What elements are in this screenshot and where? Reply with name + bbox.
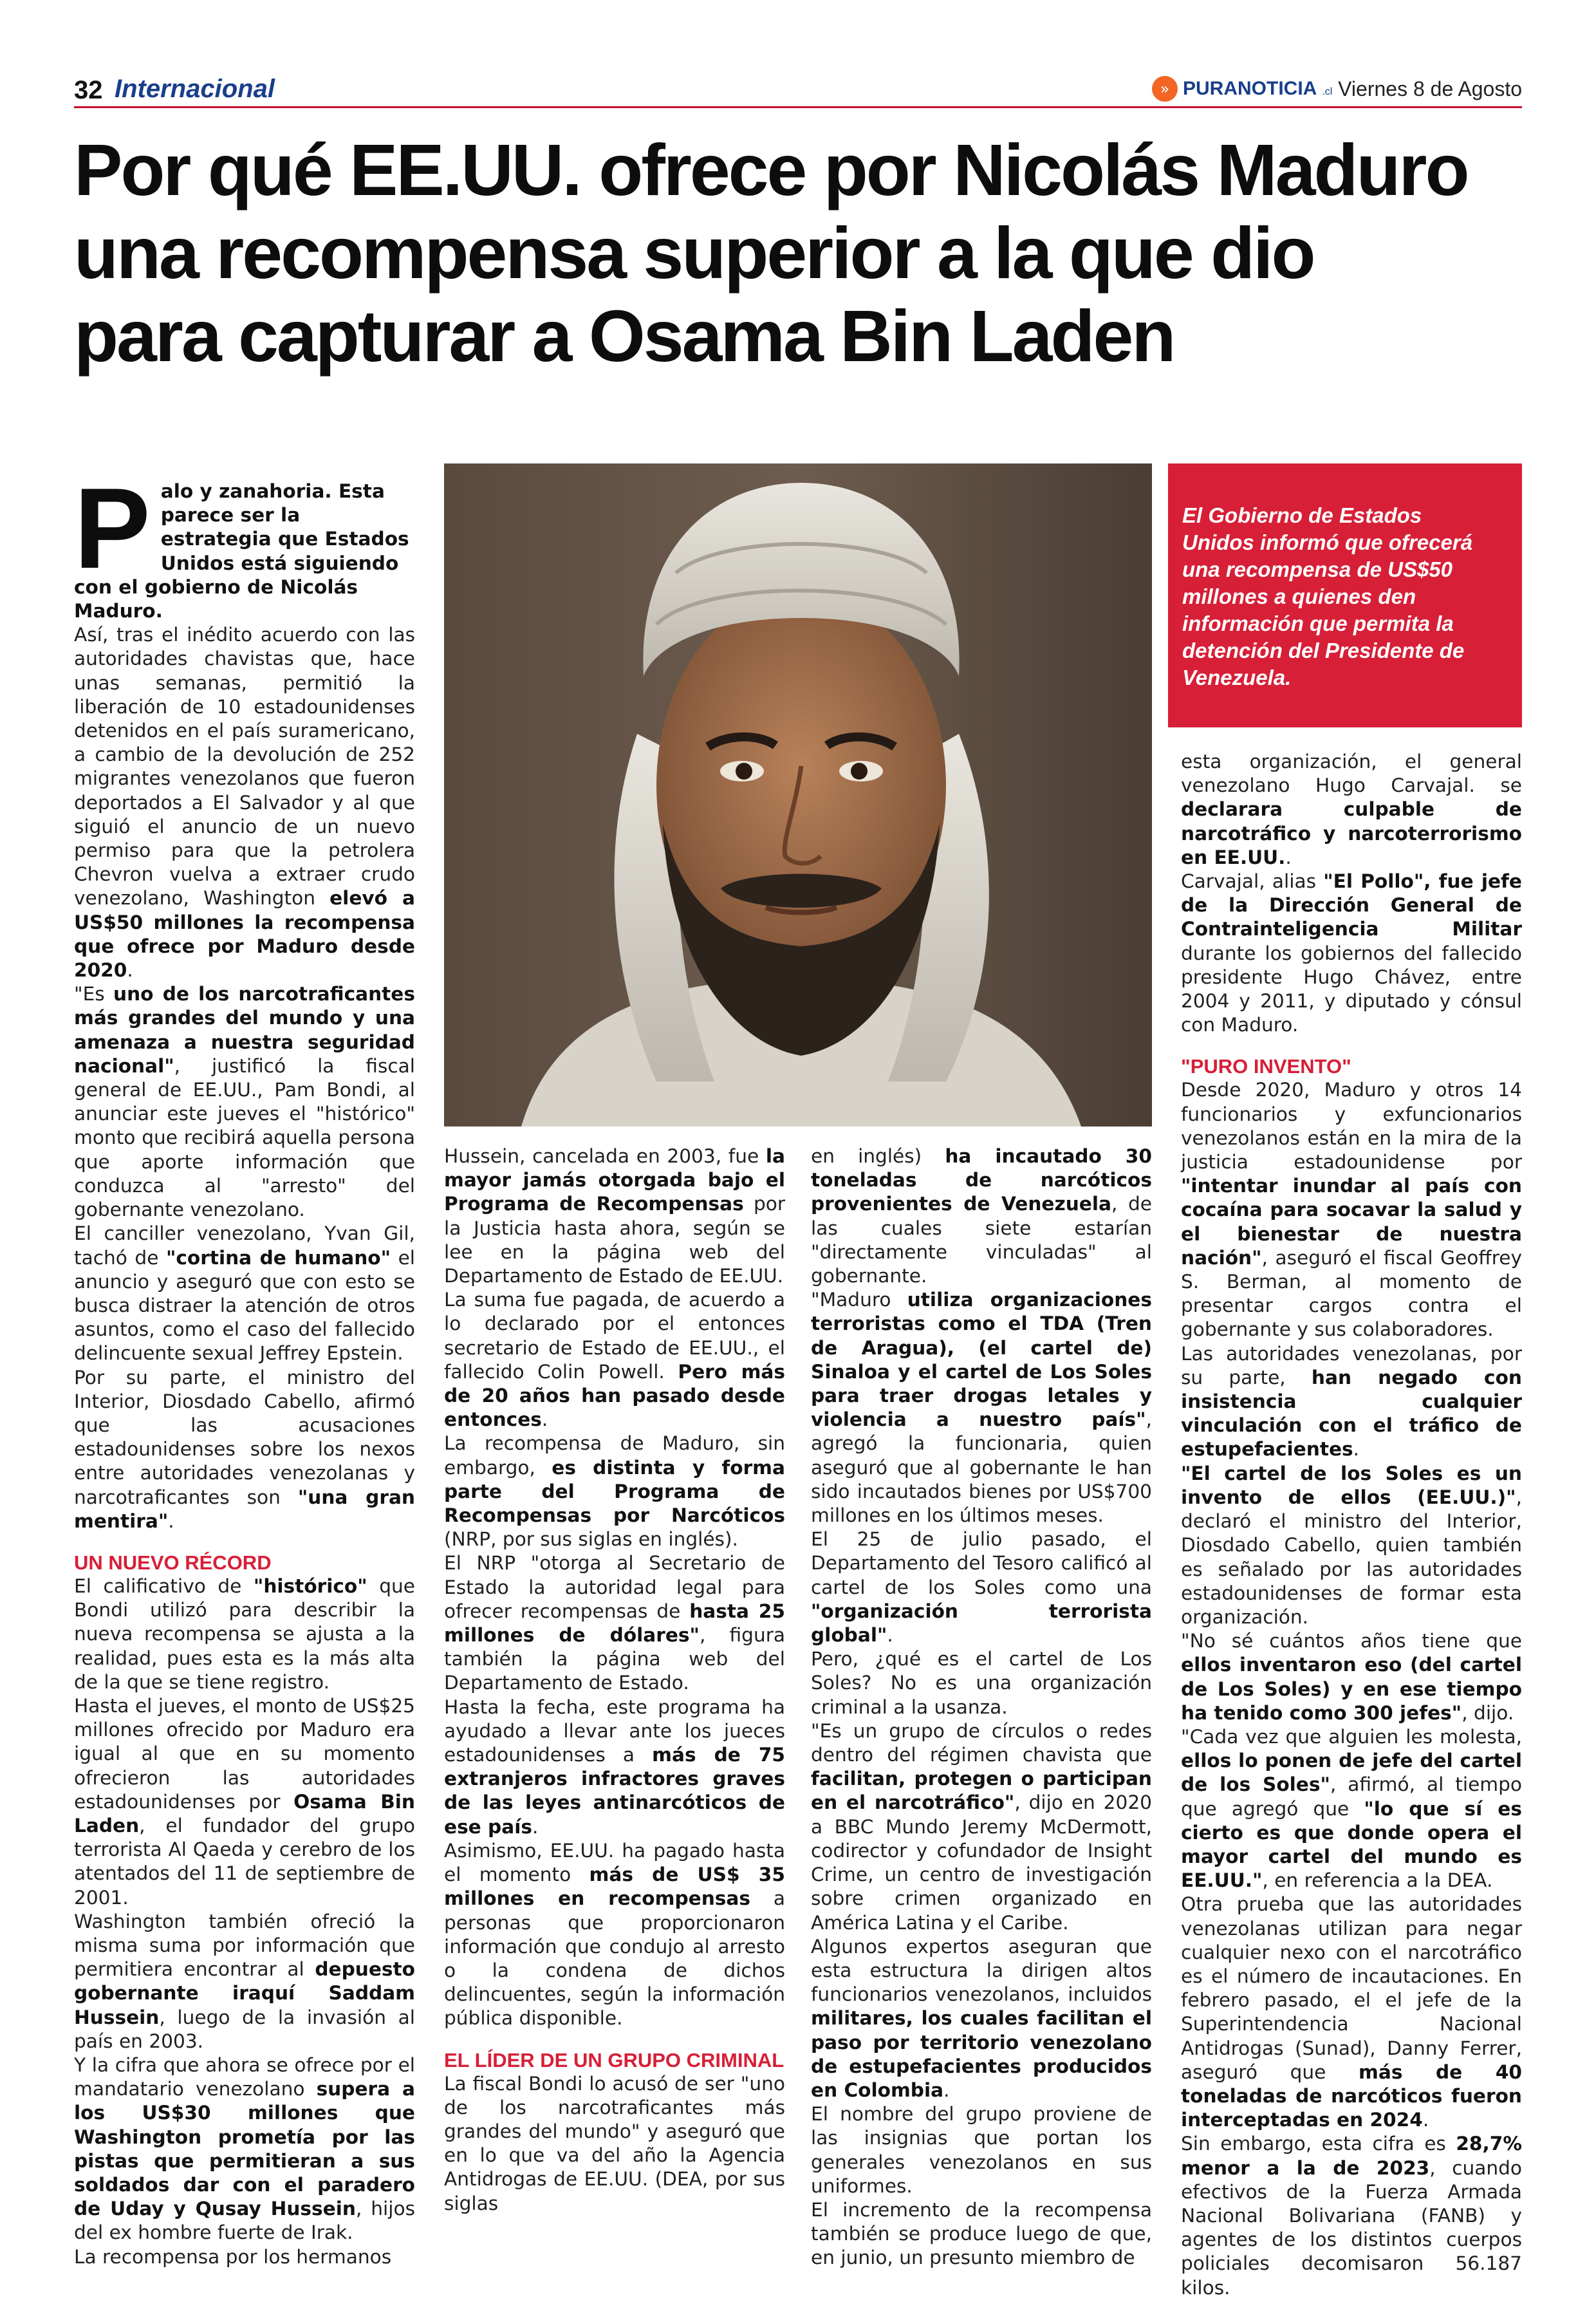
emphasis-text: "El Pollo", fue jefe de la Dirección General de Contrainteligencia Militar bbox=[1181, 870, 1522, 940]
emphasis-text: Osama Bin Laden bbox=[74, 1790, 416, 1837]
emphasis-text: "organización terrorista global" bbox=[811, 1600, 1152, 1647]
article-column-2 bbox=[444, 1145, 785, 2216]
header-divider bbox=[74, 106, 1522, 108]
article-column-3 bbox=[811, 1145, 1152, 2270]
section-name: Internacional bbox=[115, 75, 275, 103]
body-text: durante los gobiernos del fallecido presidente Hugo Chávez, entre 2004 y 2011, y diputado y cónsul con Maduro. bbox=[1181, 942, 1522, 1036]
body-text: , agregó la funcionaria, quien aseguró que al gobernante le han sido incautados bienes por US$700 millones en los últimos meses. bbox=[811, 1408, 1152, 1527]
body-text: , figura también la página web del Departamento de Estado. bbox=[444, 1624, 785, 1694]
article-paragraph bbox=[1181, 1893, 1522, 2132]
article-column-1 bbox=[74, 464, 416, 2269]
body-text: . bbox=[127, 959, 133, 982]
body-text: Las autoridades venezolanas, por su parte, bbox=[1181, 1342, 1522, 1388]
body-text: Desde 2020, Maduro y otros 14 funcionarios y exfuncionarios venezolanos están en la mira de la justicia estadounidense por bbox=[1181, 1079, 1522, 1173]
body-text: "Cada vez que alguien les molesta, bbox=[1181, 1725, 1522, 1748]
emphasis-text: "El cartel de los Soles es un invento de ellos (EE.UU.)" bbox=[1181, 1462, 1522, 1508]
body-text: Carvajal, alias bbox=[1181, 870, 1324, 893]
body-text: La recompensa de Maduro, sin embargo, bbox=[444, 1432, 785, 1479]
body-text: , dijo en 2020 a BBC Mundo Jeremy McDermott, codirector y cofundador de Insight Crime, un centro de investigación sobre crimen organizado en América Latina y el Caribe. bbox=[811, 1791, 1152, 1934]
brand-suffix: .cl bbox=[1322, 86, 1333, 97]
emphasis-text: "histórico" bbox=[253, 1575, 367, 1597]
emphasis-text: utiliza organizaciones terroristas como el TDA (Tren de Aragua), (el cartel de) Sinaloa y el cartel de Los Soles para traer drogas letales y violencia a nuestro país" bbox=[811, 1289, 1152, 1431]
article-paragraph bbox=[444, 1839, 785, 2031]
body-text: , luego de la invasión al país en 2003. bbox=[74, 2006, 415, 2052]
emphasis-text: 28,7% menor a la de 2023 bbox=[1181, 2133, 1522, 2179]
article-paragraph bbox=[1181, 1342, 1522, 1462]
emphasis-text: uno de los narcotraficantes más grandes del mundo y una amenaza a nuestra seguridad nacional" bbox=[74, 983, 415, 1077]
article-paragraph bbox=[444, 2072, 785, 2216]
article-photo bbox=[444, 463, 1152, 1127]
body-text: (NRP, por sus siglas en inglés). bbox=[444, 1528, 738, 1551]
body-text: , dijo. bbox=[1461, 1701, 1514, 1724]
section-heading: EL LÍDER DE UN GRUPO CRIMINAL bbox=[444, 2048, 784, 2071]
section-heading: UN NUEVO RÉCORD bbox=[74, 1551, 272, 1574]
body-text: . bbox=[541, 1408, 548, 1431]
brand-logo bbox=[1152, 76, 1332, 102]
emphasis-text: "lo que sí es cierto es que donde opera el mayor cartel del mundo es EE.UU." bbox=[1181, 1797, 1522, 1892]
headline: Por qué EE.UU. ofrece por Nicolás Maduro una recompensa superior a la que dio para capturar a Osama Bin Laden bbox=[74, 129, 1468, 377]
article-paragraph bbox=[1181, 1629, 1522, 1725]
body-text: , hijos del ex hombre fuerte de Irak. bbox=[74, 2198, 415, 2244]
article-paragraph bbox=[444, 1145, 785, 1288]
body-text: "Es bbox=[74, 983, 114, 1005]
article-paragraph bbox=[444, 1551, 785, 1695]
article-paragraph bbox=[1181, 2132, 1522, 2299]
emphasis-text: "una gran mentira" bbox=[74, 1486, 415, 1532]
body-text: El incremento de la recompensa también se produce luego de que, en junio, un presunto miembro de bbox=[811, 2198, 1152, 2269]
body-text: "No sé cuántos años tiene que bbox=[1181, 1630, 1522, 1652]
article-paragraph bbox=[74, 1366, 415, 1533]
body-text: , cuando efectivos de la Fuerza Armada Nacional Bolivariana (FANB) y agentes de los distintos cuerpos policiales decomisaron 56.187 kilos. bbox=[1181, 2156, 1522, 2299]
article-paragraph bbox=[444, 1288, 785, 1432]
body-text: La suma fue pagada, de acuerdo a lo declarado por el entonces secretario de Estado de EE.UU., el fallecido Colin Powell. bbox=[444, 1289, 785, 1383]
body-text: Y la cifra que ahora se ofrece por el mandatario venezolano bbox=[74, 2054, 415, 2100]
article-paragraph bbox=[1181, 1725, 1522, 1893]
body-text: , aseguró el fiscal Geoffrey S. Berman, al momento de presentar cargos contra el gobernante y sus colaboradores. bbox=[1181, 1246, 1522, 1341]
body-text: La recompensa por los hermanos bbox=[74, 2245, 392, 2268]
article-paragraph bbox=[811, 1145, 1152, 1288]
emphasis-text: la mayor jamás otorgada bajo el Programa de Recompensas bbox=[444, 1145, 785, 1215]
body-text: Hasta la fecha, este programa ha ayudado a llevar ante los jueces estadounidenses a bbox=[444, 1696, 785, 1766]
article-paragraph bbox=[1181, 870, 1522, 1037]
article-paragraph bbox=[74, 1694, 415, 1910]
body-text: , en referencia a la DEA. bbox=[1262, 1869, 1493, 1892]
body-text: . bbox=[943, 2079, 950, 2101]
body-text: Asimismo, EE.UU. ha pagado hasta el momento bbox=[444, 1839, 785, 1886]
body-text: . bbox=[887, 1624, 893, 1647]
body-text: que Bondi utilizó para describir la nueva recompensa se ajusta a la realidad, pues esta es la más alta de la que se tiene registro. bbox=[74, 1575, 415, 1693]
body-text: . bbox=[1422, 2109, 1429, 2131]
emphasis-text: depuesto gobernante iraquí Saddam Hussein bbox=[74, 1958, 415, 2028]
emphasis-text: ellos inventaron eso (del cartel de Los Soles) y en ese tiempo ha tenido como 300 jefes" bbox=[1181, 1654, 1522, 1724]
body-text: , de las cuales siete estarían "directamente vinculadas" al gobernante. bbox=[811, 1193, 1152, 1287]
article-paragraph bbox=[811, 2102, 1152, 2198]
double-chevron-icon: » bbox=[1152, 76, 1178, 102]
emphasis-text: "intentar inundar al país con cocaína para socavar la salud y el bienestar de nuestra nación" bbox=[1181, 1175, 1522, 1269]
body-text: Algunos expertos aseguran que esta estructura la dirigen altos funcionarios venezolanos, incluidos bbox=[811, 1935, 1152, 2006]
article-paragraph bbox=[1181, 1078, 1522, 1342]
body-text: esta organización, el general venezolano Hugo Carvajal. se bbox=[1181, 751, 1522, 797]
drop-cap: P bbox=[74, 464, 151, 592]
body-text: Sin embargo, esta cifra es bbox=[1181, 2133, 1456, 2155]
body-text: por la Justicia hasta ahora, según se lee en la página web del Departamento de Estado de EE.UU. bbox=[444, 1193, 786, 1287]
article-paragraph bbox=[74, 982, 415, 1222]
body-text: Así, tras el inédito acuerdo con las autoridades chavistas que, hace unas semanas, permitió la liberación de 10 estadounidenses detenidos en el país suramericano, a cambio de la devolución de 252 migrantes venezolanos que fueron deportados a El Salvador y al que siguió el anuncio de un nuevo permiso para que la petrolera Chevron vuelva a extraer crudo venezolano, Washington bbox=[74, 624, 415, 910]
body-text: en inglés) bbox=[811, 1145, 945, 1167]
body-text: , el fundador del grupo terrorista Al Qaeda y cerebro de los atentados del 11 de septiembre de 2001. bbox=[74, 1814, 415, 1909]
article-paragraph bbox=[74, 1222, 415, 1365]
article-paragraph bbox=[444, 1432, 785, 1551]
emphasis-text: declarara culpable de narcotráfico y narcoterrorismo en EE.UU. bbox=[1181, 798, 1522, 868]
article-paragraph bbox=[74, 2245, 415, 2269]
emphasis-text: más de US$ 35 millones en recompensas bbox=[444, 1864, 785, 1910]
body-text: El canciller venezolano, Yvan Gil, tachó de bbox=[74, 1222, 415, 1269]
body-text: "Es un grupo de círculos o redes dentro del régimen chavista que bbox=[811, 1719, 1152, 1766]
body-text: , justificó la fiscal general de EE.UU., Pam Bondi, al anunciar este jueves el "histórico" monto que recibirá aquella persona que aporte información que conduzca al "arresto" del gobernante venezolano. bbox=[74, 1054, 415, 1221]
callout-box: El Gobierno de Estados Unidos informó que ofrecerá una recompensa de US$50 millones a quienes den información que permita la detención del Presidente de Venezuela. bbox=[1168, 463, 1522, 727]
body-text: Hussein, cancelada en 2003, fue bbox=[444, 1145, 766, 1167]
body-text: , declaró el ministro del Interior, Diosdado Cabello, quien también es señalado por las autoridades estadounidenses de formar esta organización. bbox=[1181, 1486, 1522, 1628]
body-text: . bbox=[1353, 1438, 1360, 1461]
emphasis-text: más de 40 toneladas de narcóticos fueron interceptadas en 2024 bbox=[1181, 2061, 1522, 2131]
body-text: a personas que proporcionaron información que condujo al arresto o la condena de dichos delincuentes, según la información pública disponible. bbox=[444, 1887, 785, 2030]
article-paragraph bbox=[444, 1696, 785, 1839]
body-text: Washington también ofreció la misma suma por información que permitiera encontrar al bbox=[74, 1910, 415, 1981]
page-number: 32 bbox=[74, 76, 103, 104]
body-text: El NRP "otorga al Secretario de Estado la autoridad legal para ofrecer recompensas de bbox=[444, 1552, 785, 1622]
emphasis-text: han negado con insistencia cualquier vinculación con el tráfico de estupefacientes bbox=[1181, 1366, 1523, 1461]
emphasis-text: alo y zanahoria. Esta parece ser la estrategia que Estados Unidos está siguiendo con el gobierno de Nicolás Maduro. bbox=[74, 480, 409, 622]
body-text: Hasta el jueves, el monto de US$25 millones ofrecido por Maduro era igual al que en su momento ofrecieron las autoridades estadounidenses por bbox=[74, 1694, 415, 1813]
body-text: Otra prueba que las autoridades venezolanas utilizan para negar cualquier nexo con el narcotráfico es el número de incautaciones. En febrero pasado, el el jefe de la Superintendencia Nacional Antidrogas (Sunad), Danny Ferrer, aseguró que bbox=[1181, 1893, 1522, 2083]
article-paragraph bbox=[811, 1719, 1152, 1935]
body-text: La fiscal Bondi lo acusó de ser "uno de los narcotraficantes más grandes del mundo" y aseguró que en lo que va del año la Agencia Antidrogas de EE.UU. (DEA, por sus siglas bbox=[444, 2072, 785, 2214]
article-paragraph bbox=[74, 2053, 415, 2245]
article-paragraph bbox=[811, 1528, 1152, 1647]
body-text: el anuncio y aseguró que con esto se busca distraer la atención de otros asuntos, como el caso del fallecido delincuente sexual Jeffrey Epstein. bbox=[74, 1246, 415, 1365]
emphasis-text: facilitan, protegen o participan en el narcotráfico" bbox=[811, 1768, 1152, 1814]
article-paragraph bbox=[1181, 750, 1522, 870]
body-text: . bbox=[532, 1815, 539, 1838]
emphasis-text: es distinta y forma parte del Programa de Recompensas por Narcóticos bbox=[444, 1456, 785, 1527]
body-text: El 25 de julio pasado, el Departamento del Tesoro calificó al cartel de los Soles como una bbox=[811, 1528, 1152, 1598]
portrait-illustration bbox=[444, 463, 1152, 1127]
body-text: El calificativo de bbox=[74, 1575, 254, 1597]
emphasis-text: "cortina de humano" bbox=[165, 1246, 391, 1269]
article-paragraph bbox=[74, 1575, 415, 1694]
article-paragraph bbox=[74, 623, 415, 982]
emphasis-text: Pero más de 20 años han pasado desde entonces bbox=[444, 1360, 785, 1431]
article-paragraph bbox=[811, 2198, 1152, 2270]
body-text: "Maduro bbox=[811, 1289, 907, 1311]
emphasis-text: supera a los US$30 millones que Washington prometía por las pistas que permitieran a sus soldados dar con el paradero de Uday y Qusay Hussein bbox=[74, 2078, 415, 2220]
brand-name: PURANOTICIA bbox=[1183, 78, 1317, 99]
article-column-4 bbox=[1181, 750, 1522, 2300]
emphasis-text: más de 75 extranjeros infractores graves de las leyes antinarcóticos de ese país bbox=[444, 1744, 786, 1838]
emphasis-text: ha incautado 30 toneladas de narcóticos provenientes de Venezuela bbox=[811, 1145, 1152, 1215]
article-paragraph bbox=[811, 1935, 1152, 2102]
emphasis-text: militares, los cuales facilitan el paso por territorio venezolano de estupefacientes producidos en Colombia bbox=[811, 2007, 1152, 2101]
body-text: Por su parte, el ministro del Interior, Diosdado Cabello, afirmó que las acusaciones estadounidenses sobre los nexos entre autoridades venezolanas y narcotraficantes son bbox=[74, 1366, 415, 1508]
emphasis-text: ellos lo ponen de jefe del cartel de los Soles" bbox=[1181, 1750, 1522, 1796]
article-paragraph bbox=[74, 1910, 415, 2053]
emphasis-text: hasta 25 millones de dólares" bbox=[444, 1600, 785, 1647]
body-text: , afirmó, al tiempo que agregó que bbox=[1181, 1773, 1522, 1820]
issue-date: Viernes 8 de Agosto bbox=[1338, 77, 1522, 100]
article-paragraph bbox=[1181, 1462, 1522, 1629]
article-paragraph bbox=[811, 1288, 1152, 1528]
article-paragraph bbox=[811, 1647, 1152, 1719]
body-text: . bbox=[168, 1510, 174, 1532]
body-text: El nombre del grupo proviene de las insignias que portan los generales venezolanos en sus uniformes. bbox=[811, 2103, 1152, 2197]
section-heading: "PURO INVENTO" bbox=[1181, 1055, 1351, 1078]
body-text: . bbox=[1285, 846, 1292, 868]
emphasis-text: elevó a US$50 millones la recompensa que ofrece por Maduro desde 2020 bbox=[74, 887, 416, 982]
body-text: Pero, ¿qué es el cartel de Los Soles? No es una organización criminal a la usanza. bbox=[811, 1648, 1152, 1718]
